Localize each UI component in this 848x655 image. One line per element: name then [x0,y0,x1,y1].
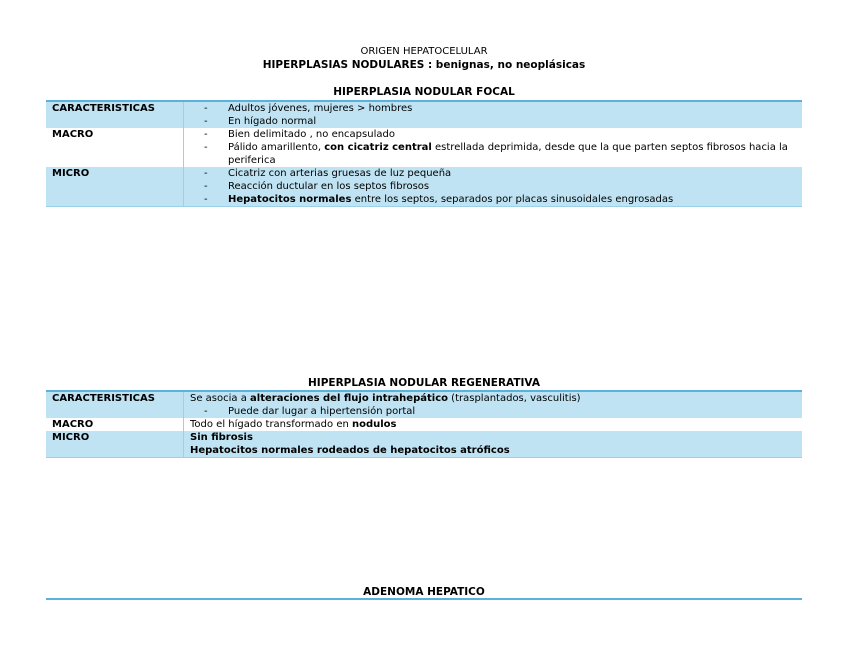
list-item [204,141,796,167]
bold-text: Sin fibrosis [190,432,253,443]
list-item: - En hígado normal [204,115,796,128]
text-span: (trasplantados, vasculitis) [448,393,581,404]
list-item: - Cicatriz con arterias gruesas de luz pequeña [204,167,796,180]
table-row [46,431,802,458]
table-row [46,101,802,128]
table-row [46,128,802,167]
row-label: MICRO [46,167,184,207]
hnr-table [46,390,802,458]
list-item: - Reacción ductular en los septos fibrosos [204,180,796,193]
page-title: HIPERPLASIAS NODULARES : benignas, no neoplásicas [262,59,586,71]
row-label: MACRO [52,129,94,140]
row-value [184,101,803,128]
row-label: CARACTERISTICAS [46,391,184,418]
text-span: Todo el hígado transformado en [190,419,352,430]
row-value [184,418,803,431]
bold-text: con cicatriz central [324,142,432,153]
hnr-section-title: HIPERPLASIA NODULAR REGENERATIVA [308,377,540,389]
hnf-section-title: HIPERPLASIA NODULAR FOCAL [333,86,515,98]
adenoma-divider [46,598,802,600]
origin-heading: ORIGEN HEPATOCELULAR [360,46,488,57]
row-label: MICRO [46,431,184,458]
text-span: Pálido amarillento, [228,142,325,153]
list-item: - Puede dar lugar a hipertensión portal [204,405,796,418]
bold-text: Hepatocitos normales [228,194,352,205]
table-row [46,391,802,418]
list-item: - Adultos jóvenes, mujeres > hombres [204,102,796,115]
bold-text: alteraciones del flujo intrahepático [250,393,448,404]
text-span: entre los septos, separados por placas sinusoidales engrosadas [351,194,674,205]
row-value [184,431,803,458]
text-line [190,392,796,405]
text-span: Se asocia a [190,393,251,404]
adenoma-section-title: ADENOMA HEPATICO [363,586,485,598]
bold-line [190,431,796,444]
row-value [184,128,803,167]
list-item: - Bien delimitado , no encapsulado [204,128,796,141]
list-item [204,193,796,206]
row-label: CARACTERISTICAS [46,101,184,128]
table-row [46,418,802,431]
row-value [184,391,803,418]
bold-line [190,444,796,457]
table-row [46,167,802,207]
bold-text: nodulos [351,419,397,430]
text-span: estrellada deprimida, desde que la que parten septos fibrosos hacia la periferica [228,142,788,166]
bold-text: Hepatocitos normales rodeados de hepatocitos atróficos [190,445,510,456]
hnf-table [46,100,802,207]
row-label: MACRO [52,419,94,430]
row-value [184,167,803,207]
